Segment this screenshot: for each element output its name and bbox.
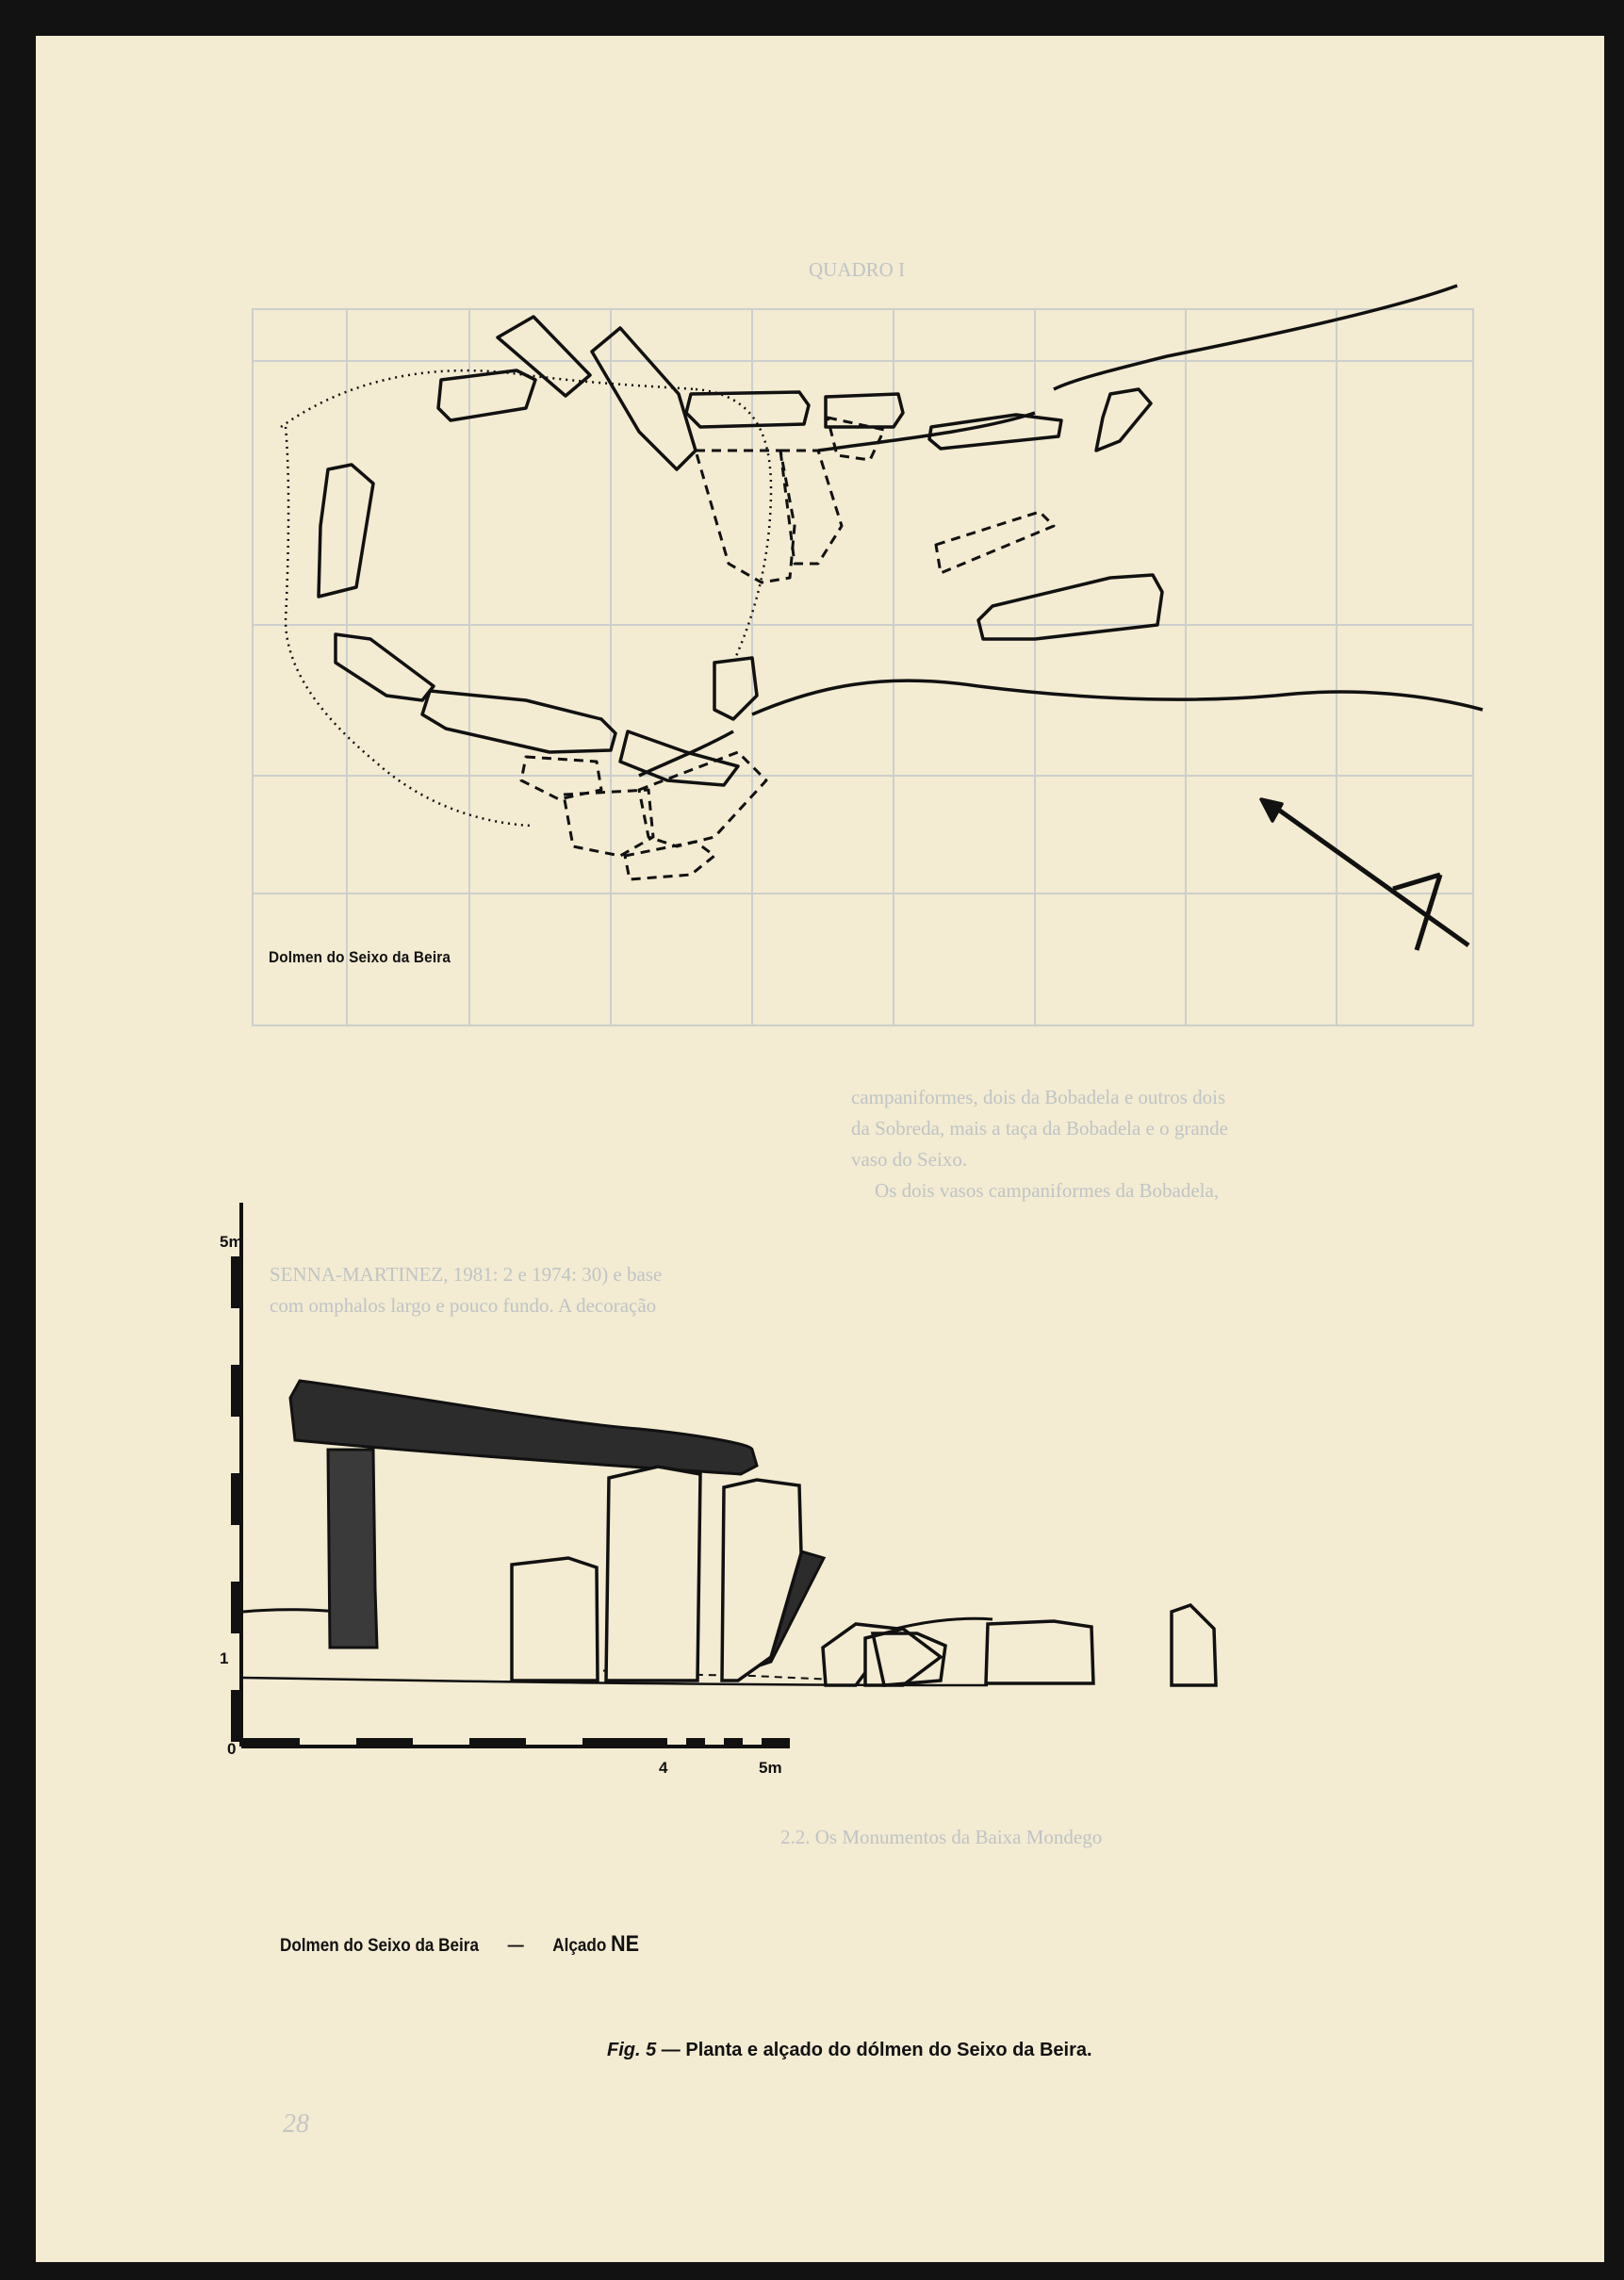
show-through-line: 2.2. Os Monumentos da Baixa Mondego	[780, 1826, 1103, 1848]
elevation-orthostat	[1172, 1605, 1216, 1685]
elevation-orthostat	[512, 1558, 598, 1681]
plan-mound-outline	[281, 370, 696, 826]
plan-approach-line	[752, 681, 978, 714]
figure-caption-text: — Planta e alçado do dólmen do Seixo da Beira.	[661, 2040, 1092, 2060]
show-through-line: da Sobreda, mais a taça da Bobadela e o grande	[851, 1117, 1228, 1140]
plan-caption: Dolmen do Seixo da Beira	[269, 948, 451, 966]
elevation-dark-orthostat	[328, 1450, 377, 1648]
plan-approach-line	[978, 686, 1483, 710]
show-through-line: Os dois vasos campaniformes da Bobadela,	[875, 1179, 1220, 1202]
dolmen-elevation	[231, 1203, 1216, 1747]
elevation-caption-view: Alçado	[552, 1936, 607, 1956]
plan-dashed-stone	[625, 842, 714, 879]
plan-stone	[826, 394, 903, 427]
scale-label-zero: 0	[227, 1740, 237, 1758]
figure-caption	[607, 2040, 1092, 2061]
document-page	[36, 36, 1604, 2262]
plan-stone	[592, 328, 696, 469]
show-through-table-grid	[253, 309, 1473, 1025]
elevation-orthostat	[722, 1480, 801, 1681]
vertical-scale-bar	[231, 1256, 240, 1742]
plan-stone	[336, 634, 434, 700]
plan-stone	[438, 370, 535, 420]
show-through-line: vaso do Seixo.	[851, 1148, 968, 1171]
scale-label-four: 4	[659, 1759, 668, 1777]
show-through-line: SENNA-MARTINEZ, 1981: 2 e 1974: 30) e base	[270, 1263, 663, 1286]
show-through-line: com omphalos largo e pouco fundo. A decoração	[270, 1294, 657, 1317]
elevation-caption	[280, 1931, 639, 1958]
elevation-caption-direction: NE	[611, 1931, 640, 1957]
scale-label-one: 1	[220, 1649, 229, 1667]
plan-dashed-stone	[780, 451, 842, 564]
show-through-title: QUADRO I	[809, 258, 906, 281]
show-through-line: campaniformes, dois da Bobadela e outros dois	[851, 1086, 1226, 1108]
elevation-caption-title: Dolmen do Seixo da Beira	[280, 1936, 479, 1956]
show-through-page-number: 28	[283, 2109, 309, 2139]
plan-stone	[422, 691, 615, 752]
elevation-orthostat	[606, 1467, 700, 1681]
figure-drawing	[36, 36, 1604, 2262]
plan-dashed-stone	[828, 418, 884, 460]
plan-stone	[714, 658, 757, 719]
plan-stone	[1096, 389, 1151, 451]
plan-stone	[978, 575, 1162, 639]
north-arrow-icon	[1261, 799, 1468, 950]
scale-label-top: 5m	[220, 1233, 243, 1251]
plan-corridor-line	[1054, 286, 1457, 389]
scale-label-five: 5m	[759, 1759, 782, 1777]
figure-label: Fig. 5	[607, 2040, 657, 2060]
plan-stone	[686, 392, 809, 427]
plan-stone	[498, 317, 590, 396]
plan-dashed-stone	[696, 451, 795, 582]
elevation-caption-separator: —	[507, 1936, 524, 1956]
plan-mound-outline	[696, 389, 771, 663]
elevation-orthostat	[986, 1621, 1093, 1683]
plan-dashed-stone	[936, 512, 1054, 573]
plan-corridor-line	[818, 413, 1035, 451]
elevation-mound-profile	[243, 1610, 337, 1612]
dolmen-plan	[281, 286, 1483, 950]
plan-dashed-stone	[521, 757, 601, 799]
